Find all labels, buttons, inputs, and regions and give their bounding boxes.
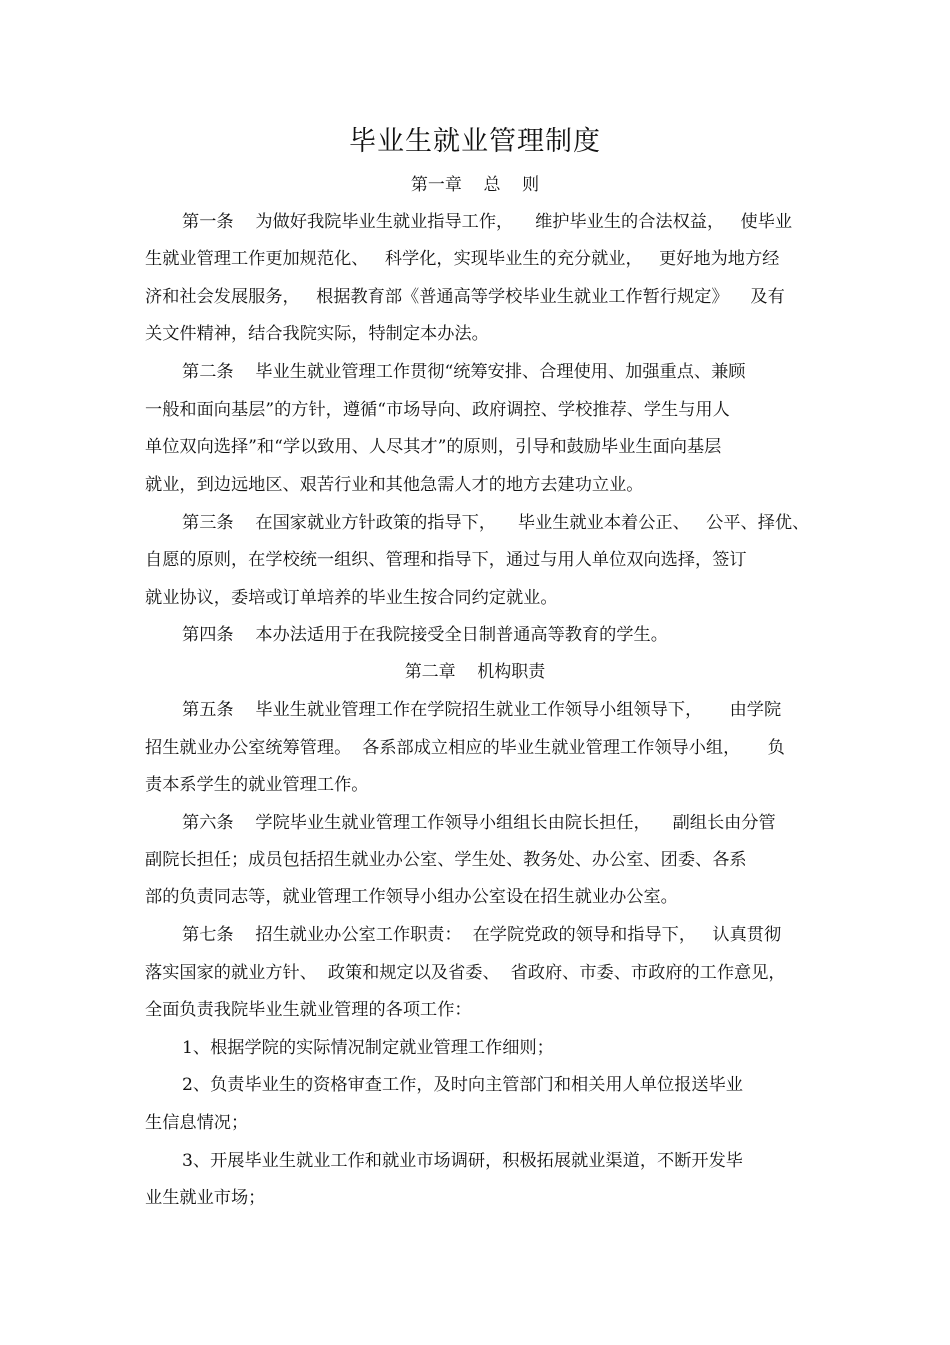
article-line: 生就业管理工作更加规范化、 科学化，实现毕业生的充分就业， 更好地为地方经 [145, 249, 780, 269]
article-line: 第四条 本办法适用于在我院接受全日制普通高等教育的学生。 [182, 625, 668, 645]
list-item: 1、根据学院的实际情况制定就业管理工作细则； [182, 1038, 554, 1058]
article-line: 责本系学生的就业管理工作。 [145, 775, 369, 795]
article-line: 就业，到边远地区、艰苦行业和其他急需人才的地方去建功立业。 [145, 475, 644, 495]
article-line: 就业协议，委培或订单培养的毕业生按合同约定就业。 [145, 588, 558, 608]
article-line: 关文件精神，结合我院实际，特制定本办法。 [145, 324, 489, 344]
article-line: 第一条 为做好我院毕业生就业指导工作， 维护毕业生的合法权益， 使毕业 [182, 212, 793, 232]
article-line: 第六条 学院毕业生就业管理工作领导小组组长由院长担任， 副组长由分管 [182, 813, 776, 833]
chapter-heading-1: 第一章 总 则 [410, 175, 540, 195]
list-item: 2、负责毕业生的资格审查工作，及时向主管部门和相关用人单位报送毕业 [182, 1075, 743, 1095]
document-title: 毕业生就业管理制度 [349, 126, 601, 157]
list-item-continuation: 业生就业市场； [145, 1188, 266, 1208]
chapter-heading-2: 第二章 机构职责 [404, 662, 546, 682]
article-line: 第三条 在国家就业方针政策的指导下， 毕业生就业本着公正、 公平、择优、 [182, 513, 810, 533]
article-line: 落实国家的就业方针、 政策和规定以及省委、 省政府、市委、市政府的工作意见， [145, 963, 786, 983]
article-line: 第七条 招生就业办公室工作职责： 在学院党政的领导和指导下， 认真贯彻 [182, 925, 782, 945]
article-line: 济和社会发展服务， 根据教育部《普通高等学校毕业生就业工作暂行规定》 及有 [145, 287, 785, 307]
article-line: 招生就业办公室统筹管理。 各系部成立相应的毕业生就业管理工作领导小组， 负 [145, 738, 785, 758]
article-line: 自愿的原则，在学校统一组织、管理和指导下，通过与用人单位双向选择，签订 [145, 550, 747, 570]
list-item: 3、开展毕业生就业工作和就业市场调研，积极拓展就业渠道，不断开发毕 [182, 1151, 743, 1171]
article-line: 一般和面向基层”的方针，遵循“市场导向、政府调控、学校推荐、学生与用人 [145, 400, 730, 420]
article-line: 副院长担任；成员包括招生就业办公室、学生处、教务处、办公室、团委、各系 [145, 850, 747, 870]
article-line: 第二条 毕业生就业管理工作贯彻“统筹安排、合理使用、加强重点、兼顾 [182, 362, 746, 382]
article-line: 全面负责我院毕业生就业管理的各项工作： [145, 1000, 472, 1020]
article-line: 第五条 毕业生就业管理工作在学院招生就业工作领导小组领导下， 由学院 [182, 700, 782, 720]
list-item-continuation: 生信息情况； [145, 1113, 249, 1133]
article-line: 部的负责同志等，就业管理工作领导小组办公室设在招生就业办公室。 [145, 887, 678, 907]
article-line: 单位双向选择”和“学以致用、人尽其才”的原则，引导和鼓励毕业生面向基层 [145, 437, 722, 457]
